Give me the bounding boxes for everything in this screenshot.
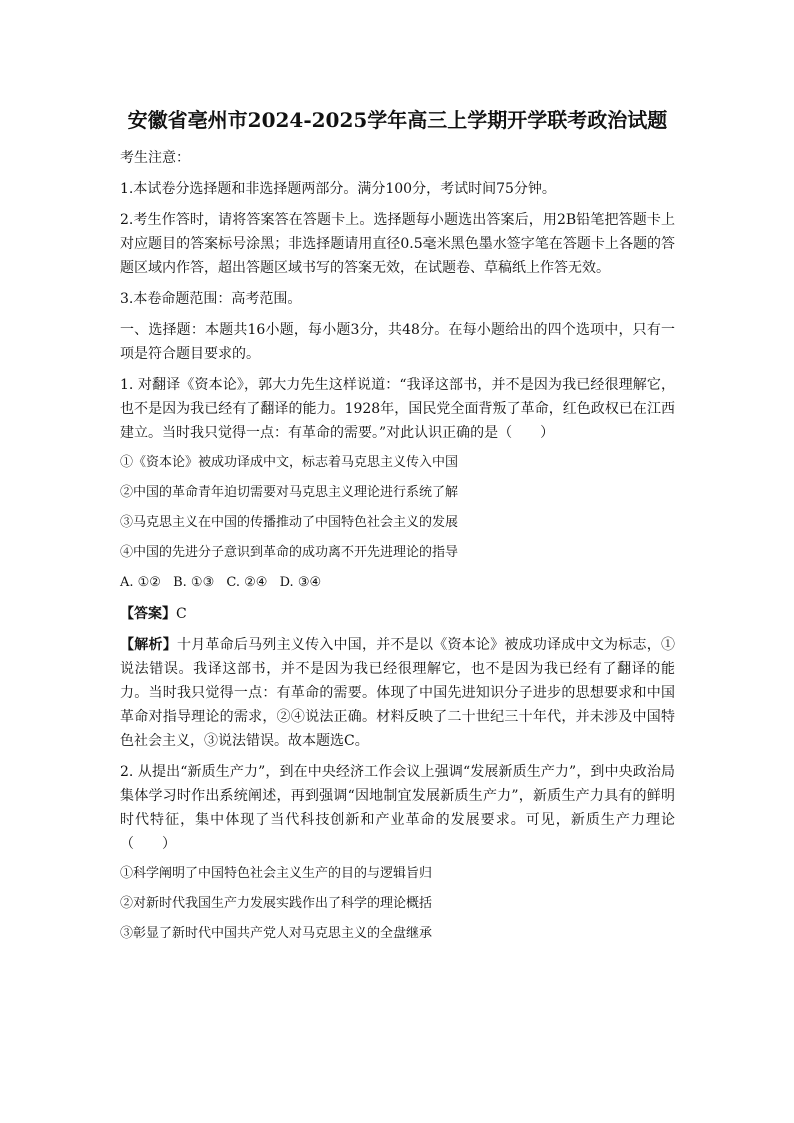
analysis-text: 十月革命后马列主义传入中国，并不是以《资本论》被成功译成中文为标志，①说法错误。我译这部书，并不是因为我已经很理解它，也不是因为我已经有了翻译的能力。当时我只觉得一点：有革命的需要。体现了中国先进知识分子进步的思想要求和中国革命对指导理论的需求，②④说法正确。材料反映了二十世纪三十年代，并未涉及中国特色社会主义，③说法错误。故本题选C。	[120, 637, 676, 749]
question-1-analysis	[120, 633, 675, 753]
question-2-stem: 2. 从提出“新质生产力”，到在中央经济工作会议上强调“发展新质生产力”，到中央政治局集体学习时作出系统阐述，再到强调“因地制宜发展新质生产力”，新质生产力具有的鲜明时代特征，集中体现了当代科技创新和产业革命的发展要求。可见，新质生产力理论（ ）	[120, 764, 675, 852]
question-2-option-3: ③彰显了新时代中国共产党人对马克思主义的全盘继承	[120, 926, 433, 941]
question-2-option-2: ②对新时代我国生产力发展实践作出了科学的理论概括	[120, 896, 433, 911]
question-1-option-1: ①《资本论》被成功译成中文，标志着马克思主义传入中国	[120, 455, 459, 470]
notice-item-3: 3.本卷命题范围：高考范围。	[120, 291, 302, 307]
question-2-option-1: ①科学阐明了中国特色社会主义生产的目的与逻辑旨归	[120, 866, 433, 881]
question-1-option-3: ③马克思主义在中国的传播推动了中国特色社会主义的发展	[120, 515, 459, 530]
question-1-choices	[120, 572, 675, 594]
document-title: 安徽省亳州市2024-2025学年高三上学期开学联考政治试题	[127, 108, 668, 132]
answer-tag: 【答案】	[120, 606, 176, 622]
document-page	[120, 96, 675, 953]
question-1-option-4: ④中国的先进分子意识到革命的成功离不开先进理论的指导	[120, 545, 459, 560]
question-1-choice-c: C. ②④	[226, 575, 268, 590]
question-1-option-2: ②中国的革命青年迫切需要对马克思主义理论进行系统了解	[120, 485, 459, 500]
notice-item-1: 1.本试卷分选择题和非选择题两部分。满分100分，考试时间75分钟。	[120, 181, 556, 197]
question-1-choice-b: B. ①③	[173, 575, 215, 590]
analysis-tag: 【解析】	[120, 637, 177, 653]
question-1-answer	[120, 602, 675, 626]
notice-item-2: 2.考生作答时，请将答案答在答题卡上。选择题每小题选出答案后，用2B铅笔把答题卡上对应题目的答案标号涂黑；非选择题请用直径0.5毫米黑色墨水签字笔在答题卡上各题的答题区域内作答，超出答题区域书写的答案无效，在试题卷、草稿纸上作答无效。	[120, 212, 675, 276]
question-1-choice-d: D. ③④	[279, 575, 322, 590]
question-1-choice-a: A. ①②	[120, 575, 161, 590]
section-1-heading: 一、选择题：本题共16小题，每小题3分，共48分。在每小题给出的四个选项中，只有一项是符合题目要求的。	[120, 322, 675, 362]
notice-heading: 考生注意：	[120, 150, 190, 166]
answer-value: C	[176, 606, 187, 622]
question-1-stem: 1. 对翻译《资本论》，郭大力先生这样说道：“我译这部书，并不是因为我已经很理解它，也不是因为我已经有了翻译的能力。1928年，国民党全面背叛了革命，红色政权已在江西建立。当时我只觉得一点：有革命的需要。”对此认识正确的是（ ）	[120, 377, 675, 441]
